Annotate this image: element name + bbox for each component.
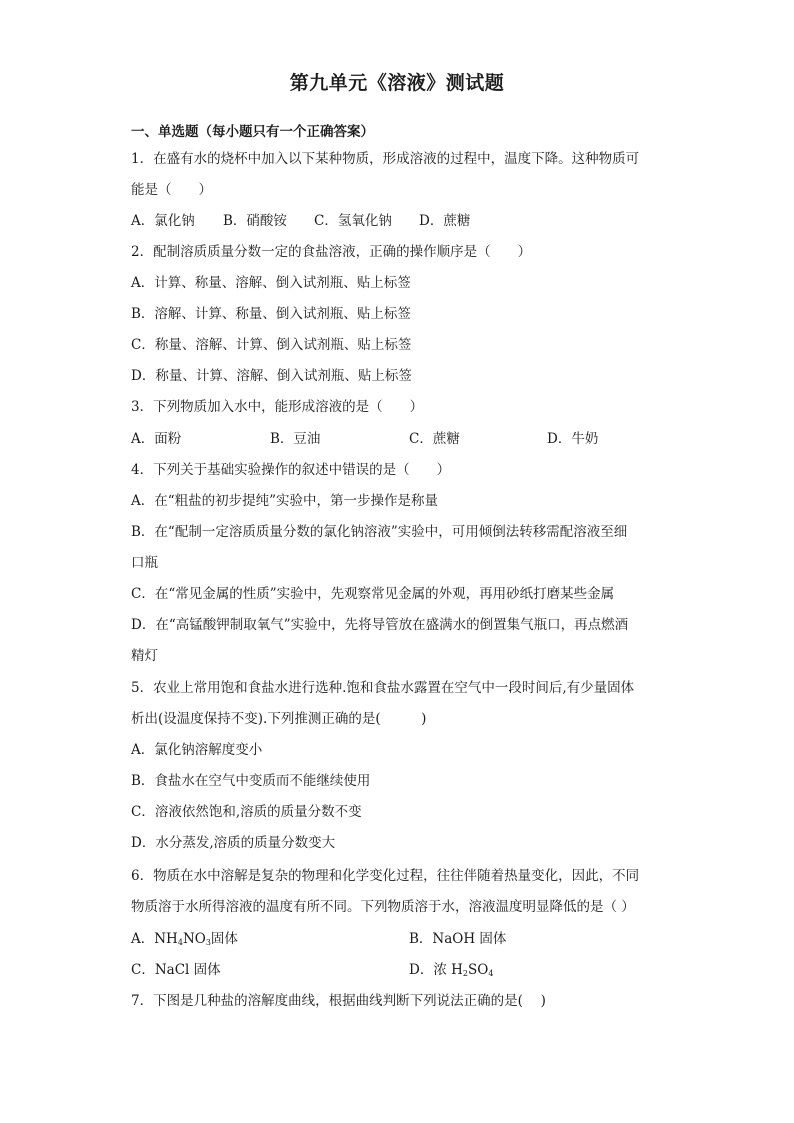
q3-option-c: C．蔗糖 xyxy=(409,431,460,447)
q2-option-c: C．称量、溶解、计算、倒入试剂瓶、贴上标签 xyxy=(131,337,412,353)
q5-stem-line2: 析出(设温度保持不变).下列推测正确的是( ) xyxy=(131,711,427,727)
q2-option-d: D．称量、计算、溶解、倒入试剂瓶、贴上标签 xyxy=(131,368,412,384)
q2-option-a: A．计算、称量、溶解、倒入试剂瓶、贴上标签 xyxy=(131,275,411,291)
q5-option-a: A．氯化钠溶解度变小 xyxy=(131,742,263,758)
q5-option-b: B．食盐水在空气中变质而不能继续使用 xyxy=(131,773,371,789)
q7-stem: 7．下图是几种盐的溶解度曲线，根据曲线判断下列说法正确的是( ) xyxy=(131,993,546,1009)
q6-option-b: B．NaOH 固体 xyxy=(409,931,507,947)
q1-stem-line1: 1．在盛有水的烧杯中加入以下某种物质，形成溶液的过程中，温度下降。这种物质可 xyxy=(131,151,640,167)
q4-option-d-line1: D．在“高锰酸钾制取氧气”实验中，先将导管放在盛满水的倒置集气瓶口，再点燃酒 xyxy=(131,617,629,633)
q2-option-b: B．溶解、计算、称量、倒入试剂瓶、贴上标签 xyxy=(131,306,411,322)
q4-option-d-line2: 精灯 xyxy=(131,648,158,664)
q5-option-c: C．溶液依然饱和,溶质的质量分数不变 xyxy=(131,804,362,820)
q5-stem-line1: 5．农业上常用饱和食盐水进行选种.饱和食盐水露置在空气中一段时间后,有少量固体 xyxy=(131,680,635,696)
q1-option-b: B．硝酸铵 xyxy=(223,213,287,229)
q6-stem-line1: 6．物质在水中溶解是复杂的物理和化学变化过程，往往伴随着热量变化，因此，不同 xyxy=(131,868,640,884)
q4-option-c: C．在“常见金属的性质”实验中，先观察常见金属的外观，再用砂纸打磨某些金属 xyxy=(131,586,615,602)
page-title: 第九单元《溶液》测试题 xyxy=(289,72,505,94)
q5-option-d: D．水分蒸发,溶质的质量分数变大 xyxy=(131,835,336,851)
q6-option-a: A．$NH_4NO_3$固体 xyxy=(131,931,238,947)
section-heading: 一、单选题（每小题只有一个正确答案） xyxy=(131,124,374,140)
q2-stem: 2．配制溶质质量分数一定的食盐溶液，正确的操作顺序是（ ） xyxy=(131,244,532,260)
q6-stem-line2: 物质溶于水所得溶液的温度有所不同。下列物质溶于水，溶液温度明显降低的是（ ） xyxy=(131,899,635,915)
q3-stem: 3．下列物质加入水中，能形成溶液的是（ ） xyxy=(131,399,424,415)
q1-option-c: C．氢氧化钠 xyxy=(314,213,392,229)
q4-stem: 4．下列关于基础实验操作的叙述中错误的是（ ） xyxy=(131,462,451,478)
q1-option-d: D．蔗糖 xyxy=(419,213,471,229)
q3-option-d: D．牛奶 xyxy=(547,431,599,447)
q4-option-a: A．在“粗盐的初步提纯”实验中，第一步操作是称量 xyxy=(131,493,439,509)
q3-option-a: A．面粉 xyxy=(131,431,182,447)
q1-stem-line2: 能是（ ） xyxy=(131,182,212,198)
q1-option-a: A．氯化钠 xyxy=(131,213,195,229)
q4-option-b-line2: 口瓶 xyxy=(131,555,158,571)
q4-option-b-line1: B．在“配制一定溶质质量分数的氯化钠溶液”实验中，可用倾倒法转移需配溶液至细 xyxy=(131,524,628,540)
q3-option-b: B．豆油 xyxy=(270,431,321,447)
q6-option-d: D．浓 $H_2SO_4$ xyxy=(409,962,494,978)
q6-option-c: C．NaCl 固体 xyxy=(131,962,221,978)
